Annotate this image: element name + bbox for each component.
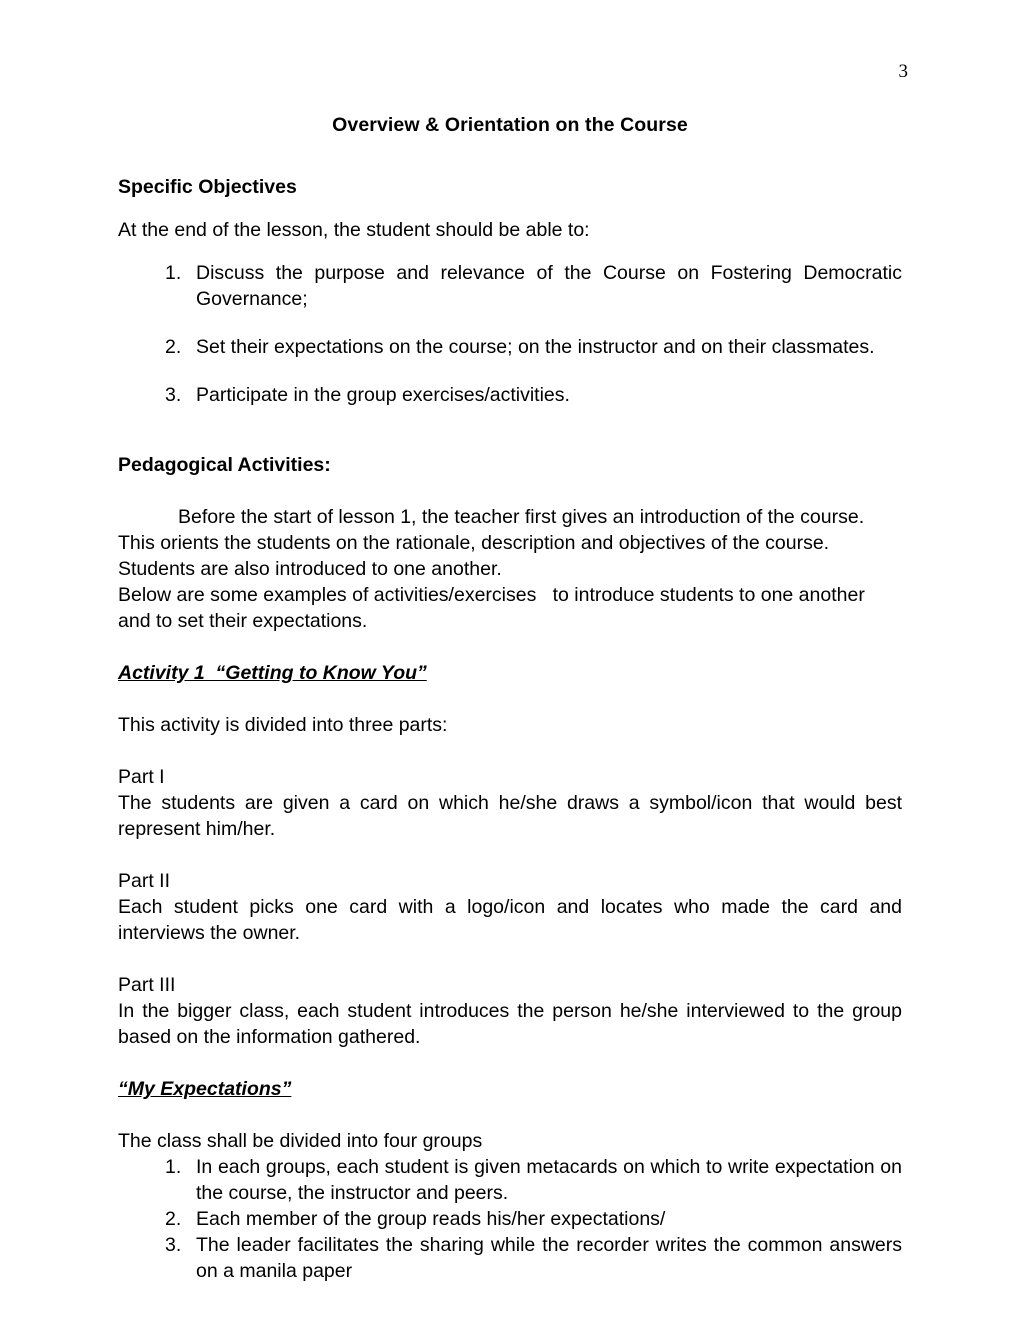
list-item-text: Each member of the group reads his/her expectations/ <box>196 1208 666 1230</box>
my-expectations-list <box>118 1154 902 1284</box>
page-title: Overview & Orientation on the Course <box>332 114 688 136</box>
part-3-label: Part III <box>118 974 176 996</box>
heading-specific-objectives: Specific Objectives <box>118 176 297 198</box>
list-item-number: 1. <box>165 262 182 284</box>
spacer <box>118 946 902 972</box>
list-item <box>118 334 902 360</box>
part-1-label: Part I <box>118 766 165 788</box>
spacer <box>118 200 902 217</box>
heading-activity-1-wrapper <box>118 660 902 686</box>
pedagogical-paragraph-2: This orients the students on the rationale, description and objectives of the course. <box>118 532 830 554</box>
page-number: 3 <box>898 61 908 82</box>
list-item-text: Discuss the purpose and relevance of the Course on Fostering Democratic Governance; <box>196 262 902 310</box>
document-content <box>118 112 902 1284</box>
heading-pedagogical-activities: Pedagogical Activities: <box>118 454 331 476</box>
list-item-number: 2. <box>165 336 182 358</box>
part-3-text: In the bigger class, each student introduces the person he/she interviewed to the group based on the information gathered. <box>118 1000 902 1048</box>
spacer <box>118 243 902 260</box>
my-expectations-lead: The class shall be divided into four groups <box>118 1130 483 1152</box>
list-item-number: 1. <box>165 1156 182 1178</box>
list-item <box>118 1232 902 1284</box>
list-item-text: Participate in the group exercises/activities. <box>196 384 570 406</box>
spacer <box>118 1050 902 1076</box>
part-2-label: Part II <box>118 870 171 892</box>
part-2-text: Each student picks one card with a logo/icon and locates who made the card and interviews the owner. <box>118 896 902 944</box>
pedagogical-paragraph-1: Before the start of lesson 1, the teacher first gives an introduction of the course. <box>178 506 865 528</box>
spacer <box>118 138 902 174</box>
list-item <box>118 1206 902 1232</box>
objectives-list <box>118 260 902 408</box>
heading-activity-1: Activity 1 “Getting to Know You” <box>118 662 427 684</box>
list-item-text: Set their expectations on the course; on the instructor and on their classmates. <box>196 336 875 358</box>
spacer <box>118 634 902 660</box>
list-item-number: 3. <box>165 384 182 406</box>
list-item <box>118 1154 902 1206</box>
heading-my-expectations-wrapper <box>118 1076 902 1102</box>
list-item-text: In each groups, each student is given metacards on which to write expectation on the course, the instructor and peers. <box>196 1156 902 1204</box>
objectives-lead-text: At the end of the lesson, the student should be able to: <box>118 219 590 241</box>
spacer <box>118 478 902 504</box>
list-item <box>118 382 902 408</box>
pedagogical-paragraph-3: Students are also introduced to one another. <box>118 558 502 580</box>
part-1-text: The students are given a card on which he/she draws a symbol/icon that would best represent him/her. <box>118 792 902 840</box>
heading-my-expectations: “My Expectations” <box>118 1078 292 1100</box>
list-item-number: 2. <box>165 1208 182 1230</box>
list-item-text: The leader facilitates the sharing while the recorder writes the common answers on a manila paper <box>196 1234 902 1282</box>
spacer <box>118 1102 902 1128</box>
pedagogical-paragraph-4: Below are some examples of activities/exercises to introduce students to one another and to set their expectations. <box>118 584 871 632</box>
spacer <box>118 738 902 764</box>
list-item-number: 3. <box>165 1234 182 1256</box>
spacer <box>118 686 902 712</box>
spacer <box>118 408 902 452</box>
spacer <box>118 842 902 868</box>
activity-1-intro: This activity is divided into three parts: <box>118 714 448 736</box>
list-item <box>118 260 902 312</box>
